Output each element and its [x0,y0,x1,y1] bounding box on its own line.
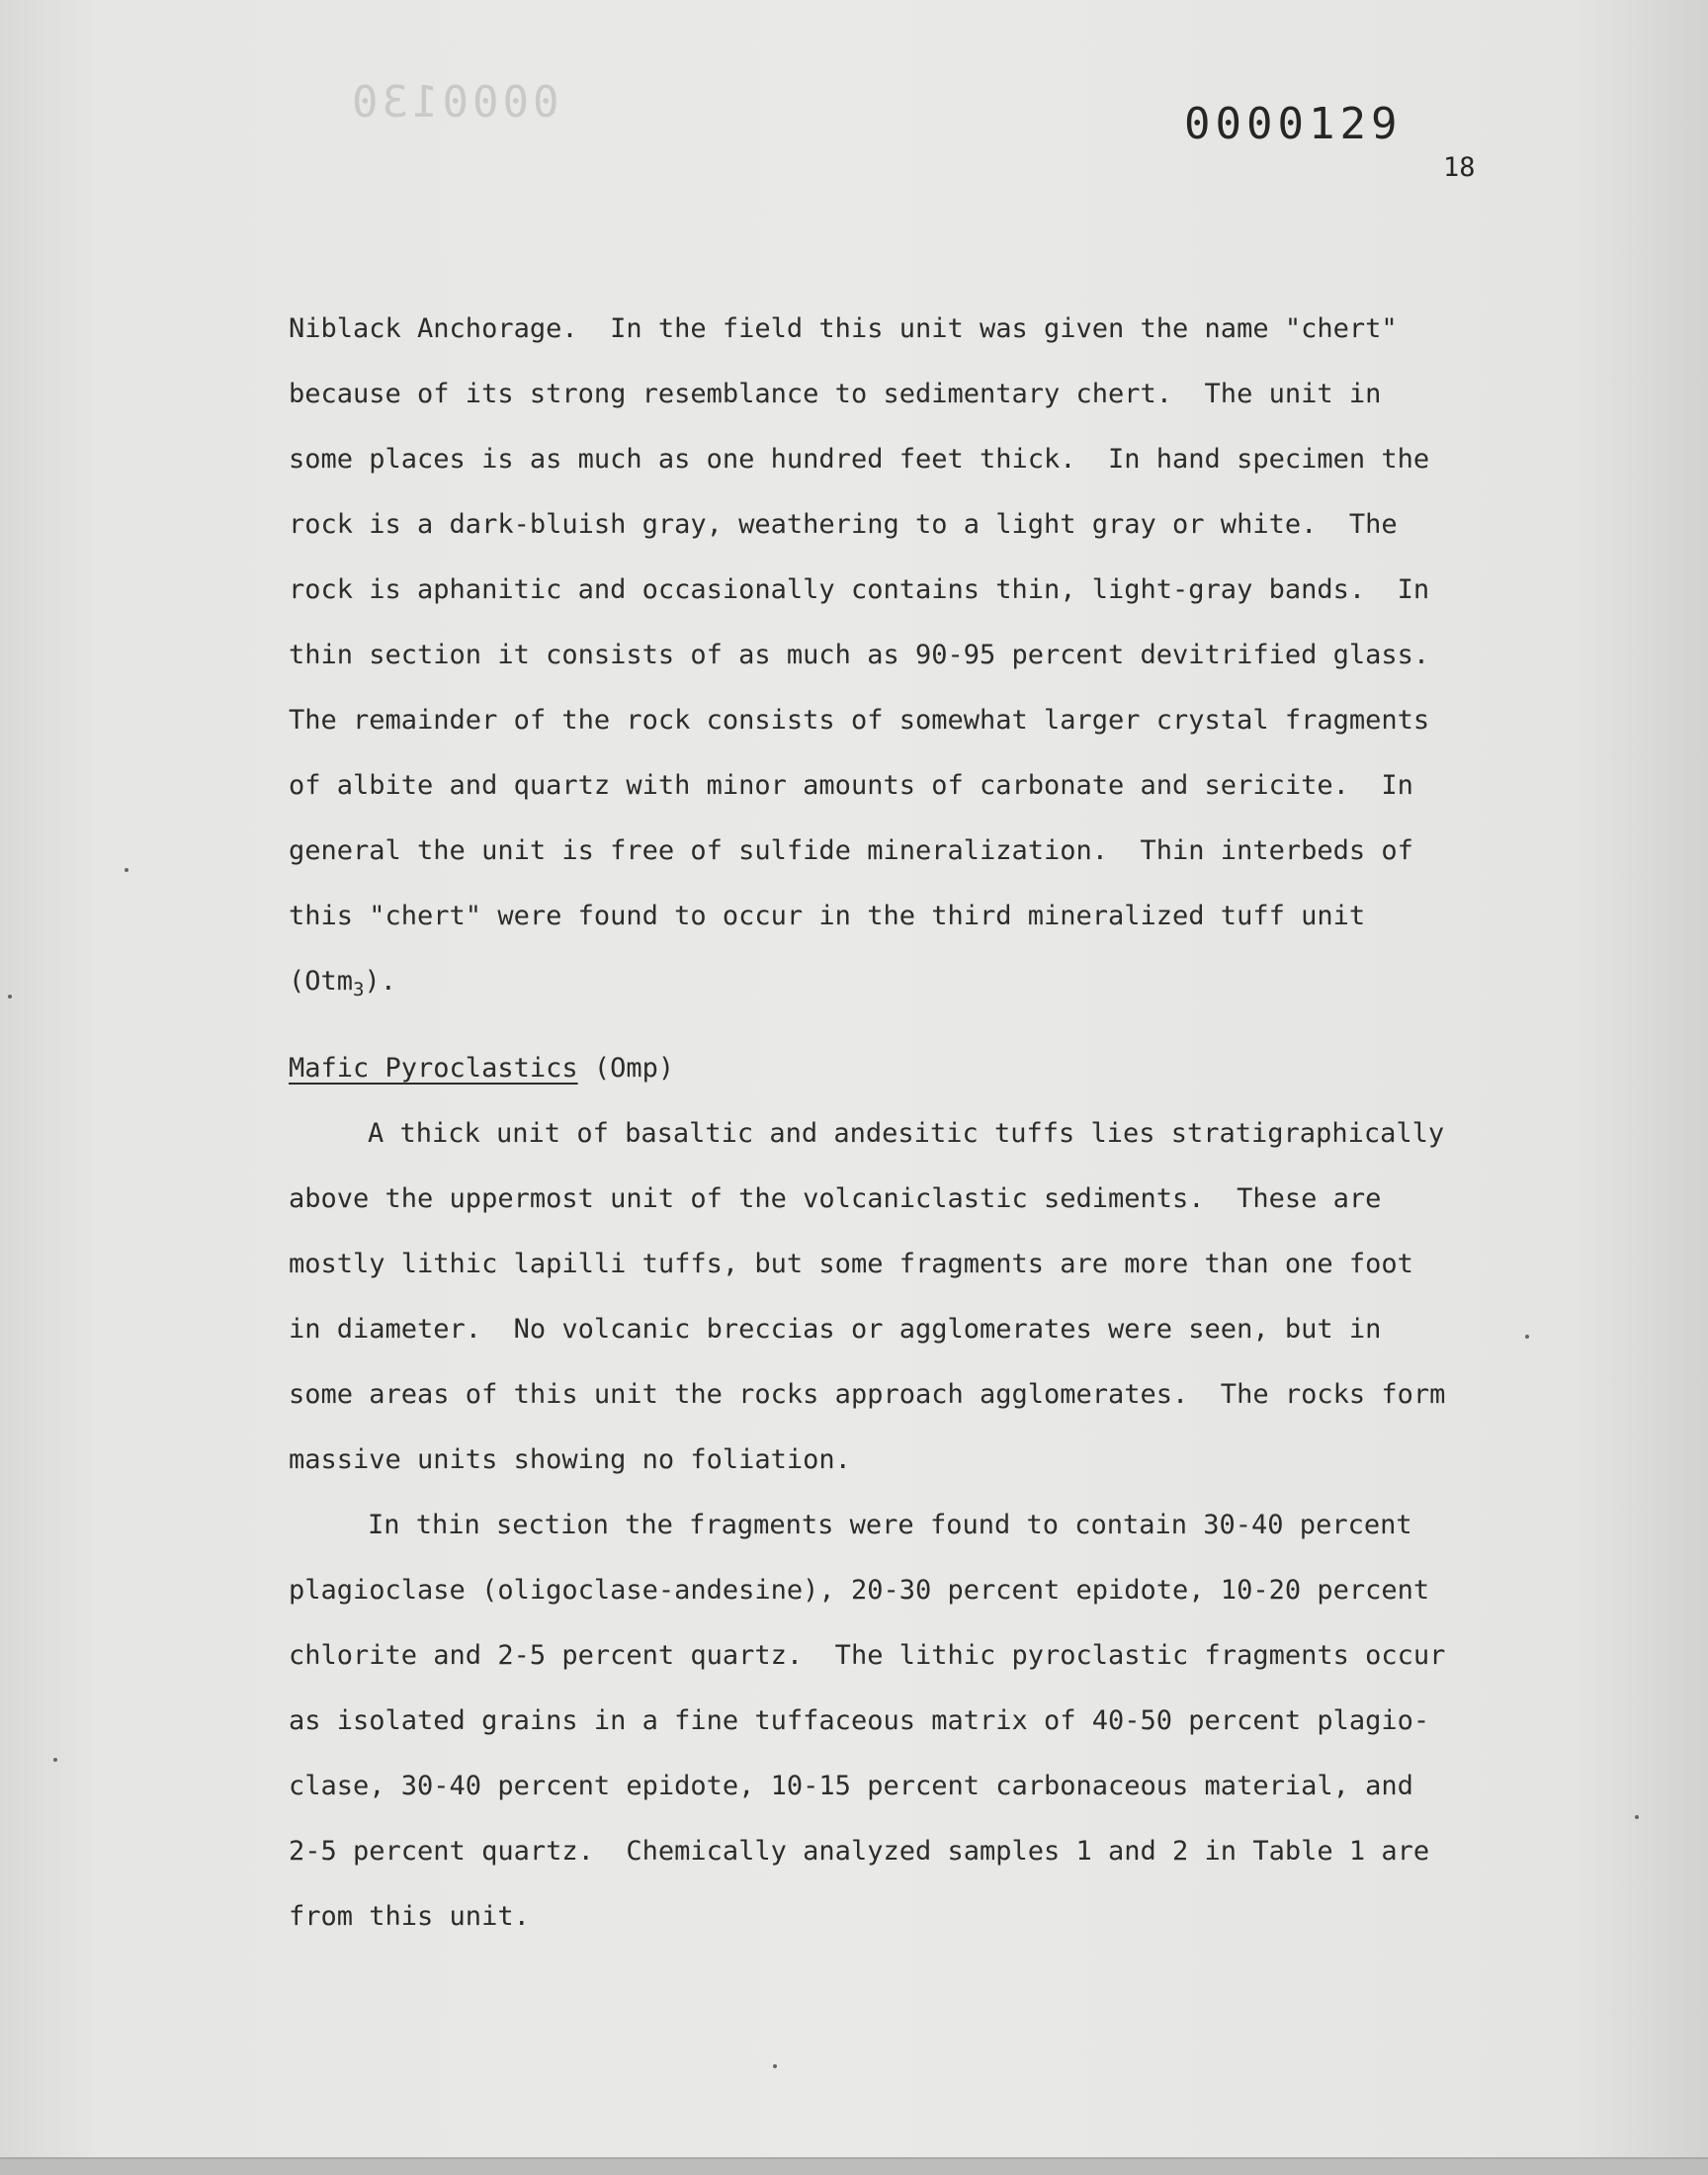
scan-speck [125,868,128,872]
scan-speck [1635,1815,1639,1819]
text-line: A thick unit of basaltic and andesitic tuffs lies stratigraphically [368,1118,1445,1149]
page-number: 18 [1443,152,1476,183]
scan-speck [1525,1335,1529,1339]
section-heading-label: Mafic Pyroclastics [289,1053,578,1084]
section-heading-code: (Omp) [577,1053,675,1084]
text-line: of albite and quartz with minor amounts of carbonate and sericite. In [289,770,1413,801]
paragraph-thin-section [289,1493,1514,1950]
text-line: massive units showing no foliation. [289,1444,851,1475]
paragraph-mafic-description [289,1101,1514,1493]
text-line: because of its strong resemblance to sedimentary chert. The unit in [289,379,1382,409]
text-line: thin section it consists of as much as 90-95 percent devitrified glass. [289,640,1430,670]
scan-speck [8,995,12,999]
text-line: chlorite and 2-5 percent quartz. The lithic pyroclastic fragments occur [289,1640,1446,1671]
text-line: mostly lithic lapilli tuffs, but some fragments are more than one foot [289,1249,1413,1279]
text-line: from this unit. [289,1901,530,1932]
document-number-stamp: 0000129 [1184,99,1403,149]
unit-code-prefix: (Otm [289,966,354,997]
text-line: rock is a dark-bluish gray, weathering to a light gray or white. The [289,509,1398,540]
section-heading [289,1036,1514,1101]
scan-speck [53,1758,57,1762]
text-line: this "chert" were found to occur in the third mineralized tuff unit [289,901,1366,931]
text-line: Niblack Anchorage. In the field this unit was given the name "chert" [289,313,1398,344]
text-line: In thin section the fragments were found to contain 30-40 percent [368,1510,1412,1540]
paragraph-niblack-chert [289,297,1514,1014]
unit-code-suffix: ). [364,966,396,997]
scan-bottom-edge [0,2157,1708,2175]
text-line: as isolated grains in a fine tuffaceous matrix of 40-50 percent plagio- [289,1705,1430,1736]
scan-speck [773,2064,777,2068]
text-line: above the uppermost unit of the volcaniclastic sediments. These are [289,1183,1382,1214]
text-line: plagioclase (oligoclase-andesine), 20-30 percent epidote, 10-20 percent [289,1575,1430,1606]
body-text [289,297,1514,1950]
text-line: some areas of this unit the rocks approach agglomerates. The rocks form [289,1379,1446,1410]
text-line: some places is as much as one hundred feet thick. In hand specimen the [289,444,1430,475]
text-line: 2-5 percent quartz. Chemically analyzed samples 1 and 2 in Table 1 are [289,1836,1430,1867]
text-line: rock is aphanitic and occasionally contains thin, light-gray bands. In [289,574,1430,605]
bleed-through-stamp: 0000130 [348,77,559,128]
text-line: general the unit is free of sulfide mineralization. Thin interbeds of [289,835,1413,866]
text-line: clase, 30-40 percent epidote, 10-15 percent carbonaceous material, and [289,1771,1413,1801]
unit-code-subscript: 3 [353,979,365,1000]
text-line: The remainder of the rock consists of somewhat larger crystal fragments [289,705,1430,736]
text-line: in diameter. No volcanic breccias or agglomerates were seen, but in [289,1314,1382,1345]
text-line-last [289,949,1514,1014]
